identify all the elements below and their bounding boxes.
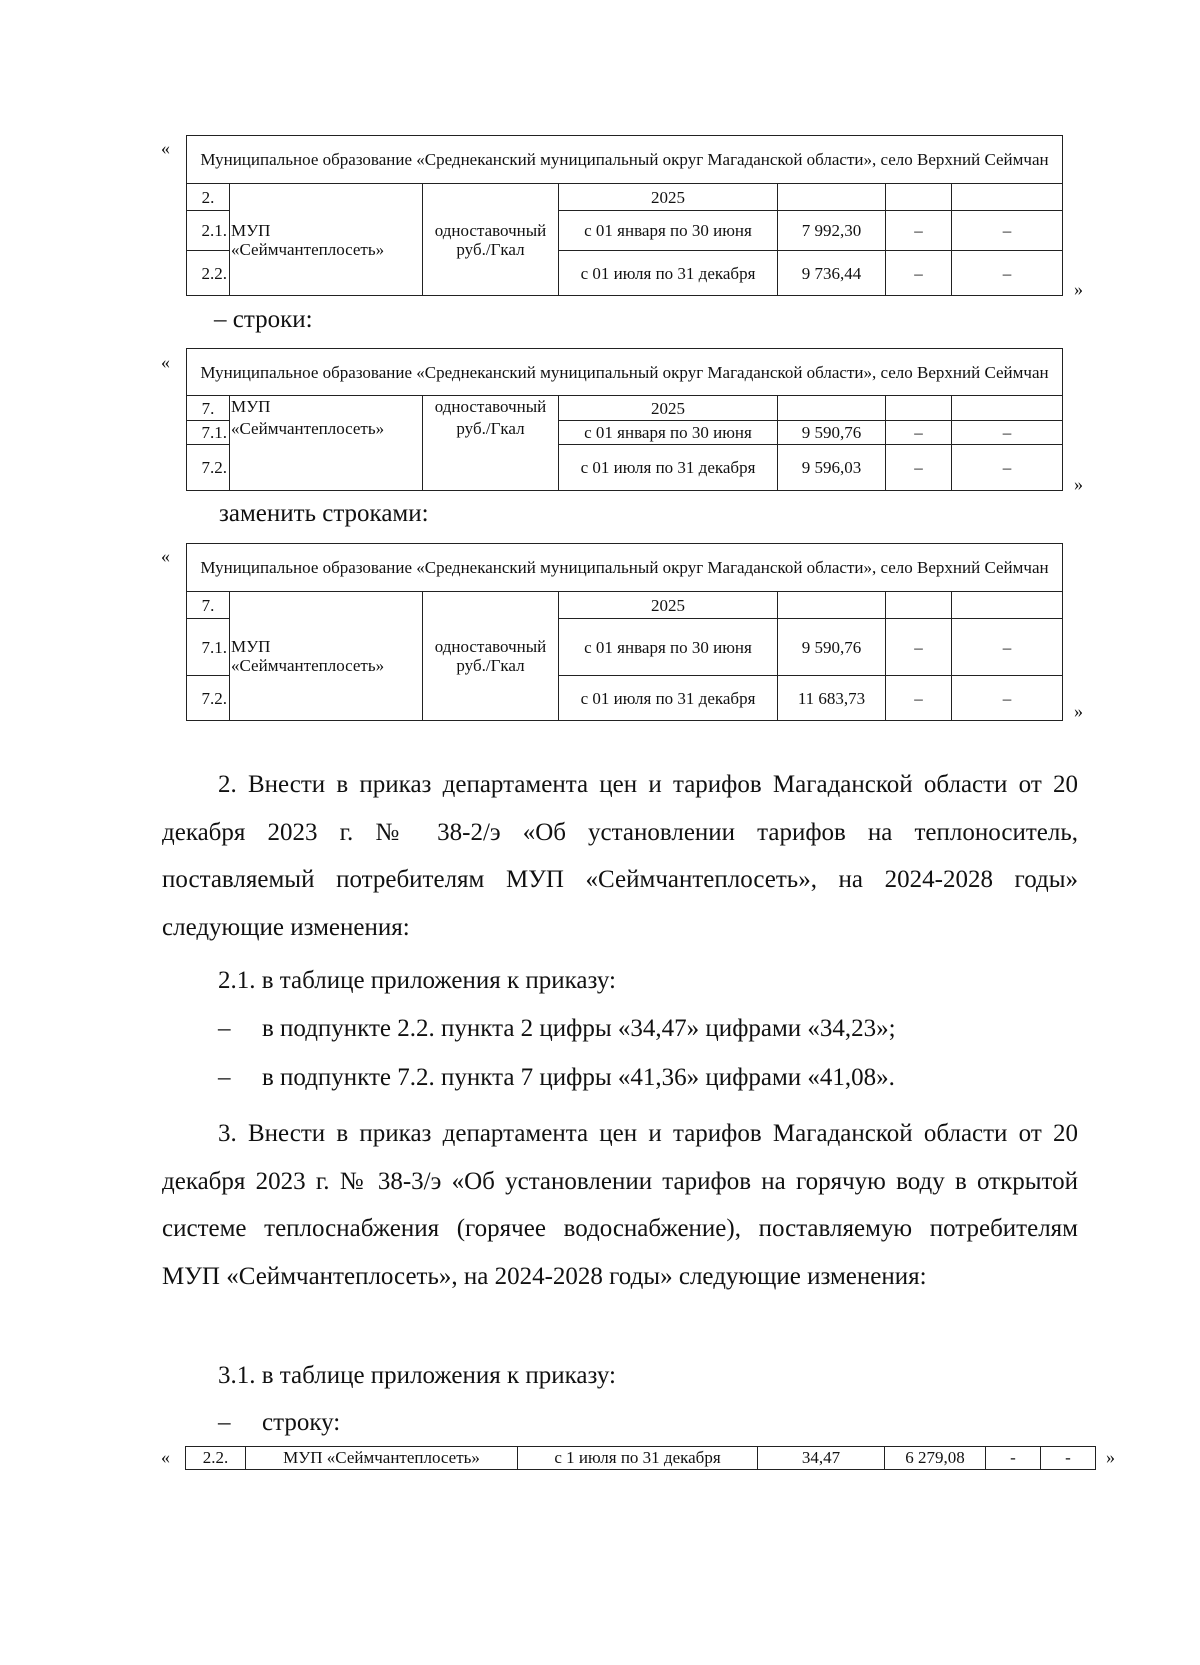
quote-close: » [1074,474,1083,494]
row-number: 7. [187,592,230,619]
tariff-value: 9 596,03 [778,445,886,491]
tariff-value: 9 590,76 [778,619,886,676]
tariff-value-2: 6 279,08 [885,1447,986,1470]
item-3-1: 3.1. в таблице приложения к приказу: [218,1362,616,1389]
period: с 01 января по 30 июня [559,211,778,251]
period: с 01 января по 30 июня [559,421,778,445]
dash-cell: – [886,619,952,676]
dash-cell: – [952,676,1063,721]
tariff-table-1 [186,135,1063,296]
org-name: МУП «Сеймчантеплосеть» [230,592,423,721]
org-name: МУП «Сеймчантеплосеть» [246,1447,518,1470]
subrow-number: 7.2. [187,445,230,491]
empty-cell [778,592,886,619]
year: 2025 [559,184,778,211]
quote-open: « [161,546,170,566]
quote-open: « [161,352,170,372]
quote-open: « [161,1447,170,1467]
year: 2025 [559,592,778,619]
dash-cell: – [952,251,1063,296]
subrow-number: 7.1. [187,421,230,445]
row-number: 2.2. [186,1447,246,1470]
tariff-type: одноставочный руб./Гкал [423,592,559,721]
bullet-dash: – [218,1409,231,1436]
empty-cell [952,184,1063,211]
tariff-value: 7 992,30 [778,211,886,251]
paragraph-3: 3. Внести в приказ департамента цен и тарифов Магаданской области от 20 декабря 2023 г. № 38-3/э «Об установлении тарифов на горячую воду в открытой системе теплоснабжения (горячее водоснабжение), поставляемую потребителям МУП «Сеймчантеплосеть», на 2024-2028 годы» следующие изменения: [162,1120,1078,1290]
dash-cell: – [952,445,1063,491]
tariff-table-3 [186,543,1063,721]
period: с 01 января по 30 июня [559,619,778,676]
dash-cell: – [952,211,1063,251]
empty-cell [886,184,952,211]
bullet-dash: – [218,1015,231,1042]
tariff-value-1: 34,47 [758,1447,885,1470]
dash-cell: – [886,251,952,296]
heading-rows: – строки: [214,306,313,333]
table-header: Муниципальное образование «Среднеканский муниципальный округ Магаданской области», село Верхний Сеймчан [187,136,1063,184]
tariff-type: одноставочный руб./Гкал [423,184,559,296]
dash-cell: – [886,445,952,491]
subrow-number: 7.2. [187,676,230,721]
bullet-2: в подпункте 7.2. пункта 7 цифры «41,36» цифрами «41,08». [262,1064,895,1091]
table-header: Муниципальное образование «Среднеканский муниципальный округ Магаданской области», село Верхний Сеймчан [187,544,1063,592]
empty-cell [952,396,1063,421]
quote-close: » [1074,279,1083,299]
year: 2025 [559,396,778,421]
empty-cell [952,592,1063,619]
dash-cell: – [886,211,952,251]
paragraph-2: 2. Внести в приказ департамента цен и тарифов Магаданской области от 20 декабря 2023 г. № 38-2/э «Об установлении тарифов на теплоноситель, поставляемый потребителям МУП «Сеймчантеплосеть», на 2024-2028 годы» следующие изменения: [162,771,1078,941]
org-name: МУП «Сеймчантеплосеть» [230,184,423,296]
tariff-value: 9 590,76 [778,421,886,445]
tariff-value: 9 736,44 [778,251,886,296]
bullet-dash: – [218,1064,231,1091]
dash-cell: – [952,619,1063,676]
tariff-type: одноставочный руб./Гкал [423,396,559,491]
period: с 01 июля по 31 декабря [559,251,778,296]
quote-open: « [161,138,170,158]
period: с 01 июля по 31 декабря [559,676,778,721]
subrow-number: 2.2. [187,251,230,296]
quote-close: » [1074,701,1083,721]
subrow-number: 7.1. [187,619,230,676]
dash-cell: - [1041,1447,1096,1470]
item-2-1: 2.1. в таблице приложения к приказу: [218,967,616,994]
empty-cell [778,396,886,421]
quote-close: » [1106,1447,1115,1467]
dash-cell: - [986,1447,1041,1470]
period: с 01 июля по 31 декабря [559,445,778,491]
row-number: 2. [187,184,230,211]
tariff-value: 11 683,73 [778,676,886,721]
heading-replace: заменить строками: [219,500,429,527]
row-label: строку: [262,1409,341,1436]
subrow-number: 2.1. [187,211,230,251]
table-header: Муниципальное образование «Среднеканский муниципальный округ Магаданской области», село Верхний Сеймчан [187,349,1063,396]
tariff-table-2 [186,348,1063,491]
period: с 1 июля по 31 декабря [518,1447,758,1470]
dash-cell: – [886,421,952,445]
bullet-1: в подпункте 2.2. пункта 2 цифры «34,47» цифрами «34,23»; [262,1015,896,1042]
dash-cell: – [952,421,1063,445]
empty-cell [886,592,952,619]
row-number: 7. [187,396,230,421]
dash-cell: – [886,676,952,721]
tariff-row-table [185,1446,1096,1470]
empty-cell [886,396,952,421]
empty-cell [778,184,886,211]
org-name: МУП «Сеймчантеплосеть» [230,396,423,491]
